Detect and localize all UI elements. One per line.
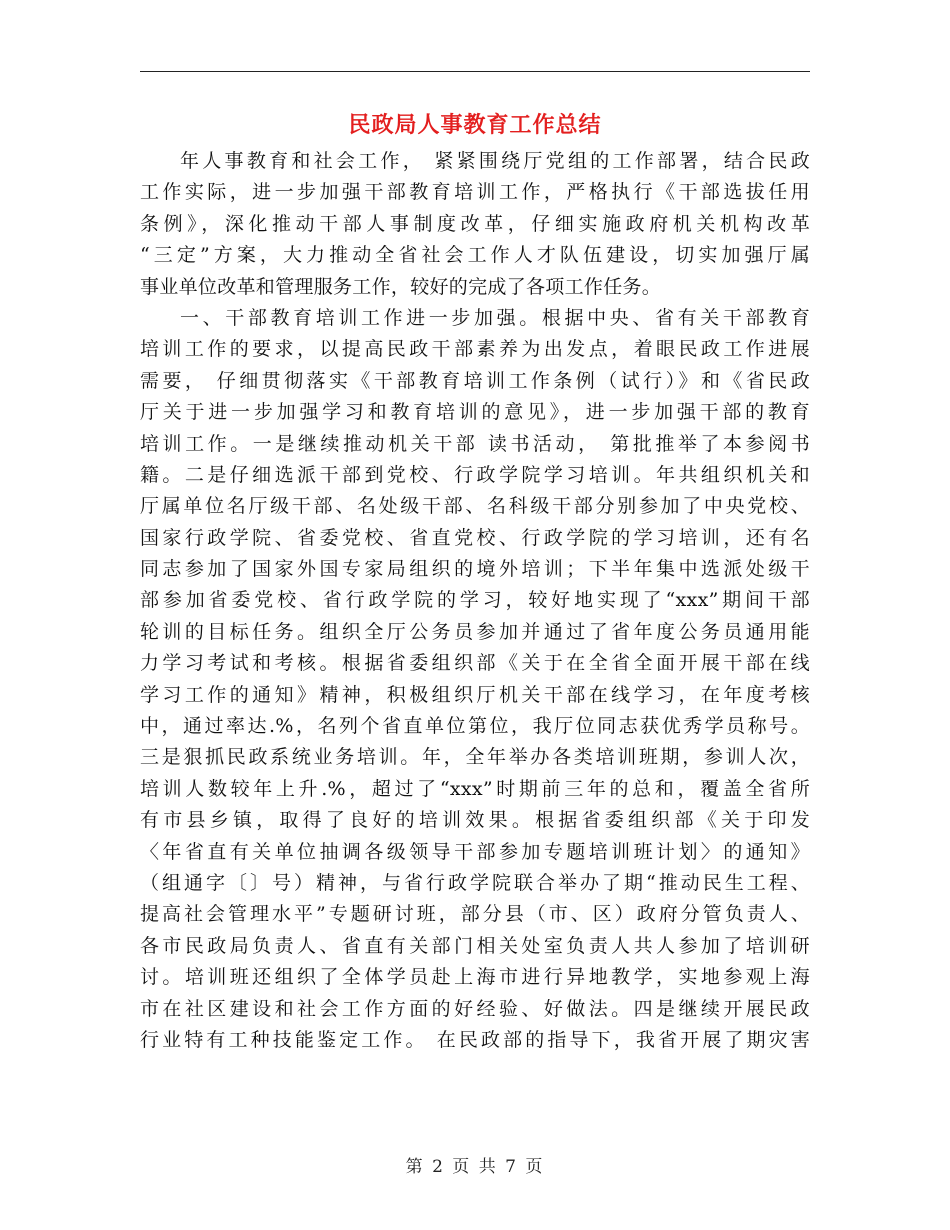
body-line: 学习工作的通知》精神，积极组织厅机关干部在线学习，在年度考核	[140, 683, 810, 706]
body-line: 行业特有工种技能鉴定工作。 在民政部的指导下，我省开展了期灾害	[140, 1028, 810, 1051]
body-line: 籍。二是仔细选派干部到党校、行政学院学习培训。年共组织机关和	[140, 463, 810, 486]
body-line: 培训工作。一是继续推动机关干部 读书活动， 第批推举了本参阅书	[140, 432, 810, 455]
body-line: 年人事教育和社会工作， 紧紧围绕厅党组的工作部署，结合民政	[180, 150, 810, 172]
body-line: 有市县乡镇，取得了良好的培训效果。根据省委组织部《关于印发	[140, 809, 810, 832]
body-line: 部参加省委党校、省行政学院的学习，较好地实现了“xxx”期间干部	[140, 589, 810, 612]
body-line: 国家行政学院、省委党校、省直党校、行政学院的学习培训，还有名	[140, 526, 810, 549]
body-line: 力学习考试和考核。根据省委组织部《关于在全省全面开展干部在线	[140, 652, 810, 675]
body-line: 〈年省直有关单位抽调各级领导干部参加专题培训班计划〉的通知》	[140, 840, 810, 863]
body-line: 培训人数较年上升.%，超过了“xxx”时期前三年的总和，覆盖全省所	[140, 777, 810, 800]
body-line: 厅关于进一步加强学习和教育培训的意见》，进一步加强干部的教育	[140, 401, 810, 424]
document-body	[140, 146, 810, 1056]
body-line: 各市民政局负责人、省直有关部门相关处室负责人共人参加了培训研	[140, 934, 810, 957]
body-line: 需要， 仔细贯彻落实《干部教育培训工作条例（试行）》和《省民政	[140, 369, 810, 392]
body-line: “三定”方案，大力推动全省社会工作人才队伍建设，切实加强厅属	[140, 244, 810, 267]
body-line: 提高社会管理水平”专题研讨班，部分县（市、区）政府分管负责人、	[140, 903, 810, 926]
body-line: 同志参加了国家外国专家局组织的境外培训；下半年集中选派处级干	[140, 558, 810, 581]
body-line: 培训工作的要求，以提高民政干部素养为出发点，着眼民政工作进展	[140, 338, 810, 361]
body-line: 厅属单位名厅级干部、名处级干部、名科级干部分别参加了中央党校、	[140, 495, 810, 518]
document-title: 民政局人事教育工作总结	[348, 113, 602, 138]
body-line: 事业单位改革和管理服务工作，较好的完成了各项工作任务。	[140, 275, 662, 298]
body-line: 轮训的目标任务。组织全厅公务员参加并通过了省年度公务员通用能	[140, 620, 810, 643]
body-line: 工作实际，进一步加强干部教育培训工作，严格执行《干部选拔任用	[140, 181, 810, 204]
page-number: 第 2 页 共 7 页	[405, 1157, 545, 1177]
body-line: 中，通过率达.%，名列个省直单位第位，我厅位同志获优秀学员称号。	[140, 715, 810, 738]
body-line: 市在社区建设和社会工作方面的好经验、好做法。四是继续开展民政	[140, 997, 810, 1020]
header-rule	[140, 71, 810, 72]
body-line: 一、干部教育培训工作进一步加强。根据中央、省有关干部教育	[180, 306, 810, 329]
body-line: 讨。培训班还组织了全体学员赴上海市进行异地教学，实地参观上海	[140, 966, 810, 989]
body-line: （组通字〔〕号）精神，与省行政学院联合举办了期“推动民生工程、	[140, 871, 810, 894]
body-line: 三是狠抓民政系统业务培训。年，全年举办各类培训班期，参训人次，	[140, 746, 810, 769]
body-line: 条例》，深化推动干部人事制度改革，仔细实施政府机关机构改革	[140, 212, 810, 235]
